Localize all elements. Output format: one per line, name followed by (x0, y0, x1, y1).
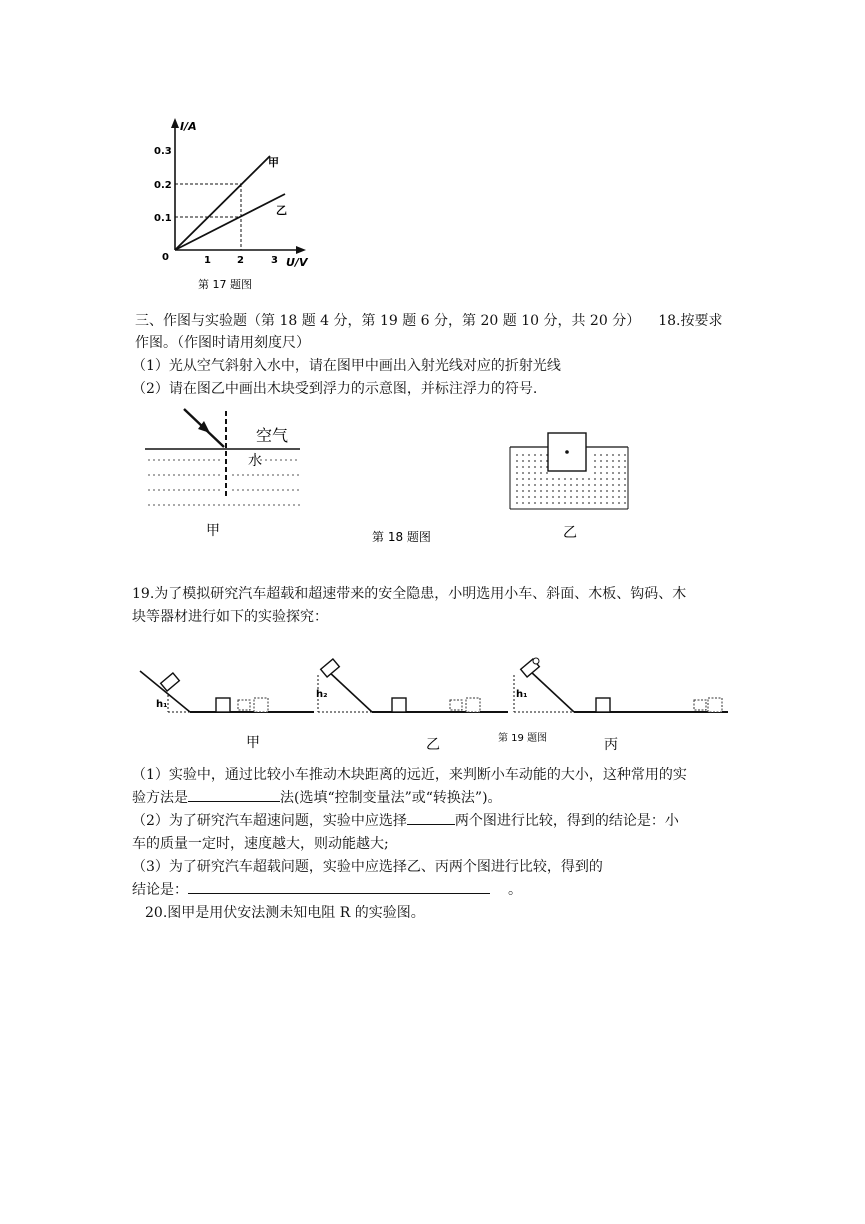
water-dashes (148, 460, 300, 505)
q19-p2-line1 (132, 810, 679, 832)
q19-p1-line2 (132, 787, 502, 809)
q18-line2: 作图。（作图时请用刻度尺） (135, 335, 310, 351)
section-3-heading-line (135, 310, 722, 332)
q18-start: 18.按要求 (658, 313, 723, 329)
x-tick-3: 3 (271, 255, 278, 266)
fig19-label-jia: 甲 (246, 735, 260, 751)
q19-p1-post: 法(选填“控制变量法”或“转换法”)。 (280, 790, 502, 806)
fig19-setup-jia (140, 671, 314, 712)
fig19-setup-bing (514, 658, 728, 712)
figure-17-graph (140, 110, 330, 295)
q19-p1-pre: 验方法是 (132, 790, 188, 806)
y-axis-label: I/A (180, 120, 197, 133)
line-jia-label: 甲 (268, 156, 279, 169)
section-3-heading: 三、作图与实验题（第 18 题 4 分，第 19 题 6 分，第 20 题 10 分，共 20 分） (135, 313, 641, 329)
q18-part2: （2）请在图乙中画出木块受到浮力的示意图，并标注浮力的符号. (132, 381, 538, 397)
fig18-label-yi: 乙 (563, 525, 577, 541)
x-axis-arrow (296, 246, 306, 254)
fig19-label-bing: 丙 (604, 737, 618, 753)
y-tick-0.3: 0.3 (154, 146, 172, 157)
q19-p3-line2 (132, 879, 522, 901)
origin-label: 0 (162, 252, 169, 263)
y-axis-arrow (171, 118, 179, 128)
x-tick-1: 1 (204, 255, 211, 266)
line-jia (175, 156, 270, 250)
line-yi-label: 乙 (276, 204, 287, 217)
q19-answer-blank-2[interactable] (407, 810, 455, 825)
figure-18 (140, 405, 640, 550)
air-label: 空气 (256, 426, 289, 445)
q18-part1: （1）光从空气斜射入水中，请在图甲中画出入射光线对应的折射光线 (132, 358, 561, 374)
y-tick-0.1: 0.1 (154, 213, 172, 224)
figure-17-caption: 第 17 题图 (198, 278, 252, 291)
fig19-label-yi: 乙 (426, 737, 440, 753)
q19-p2-post: 两个图进行比较，得到的结论是：小 (454, 813, 679, 829)
q19-p1-line1: （1）实验中，通过比较小车推动木块距离的远近，来判断小车动能的大小，这种常用的实 (132, 767, 687, 783)
q20-text: 20.图甲是用伏安法测未知电阻 R 的实验图。 (145, 905, 425, 921)
line-yi (175, 194, 285, 250)
q19-p3-post: 。 (508, 882, 522, 898)
figure-19-caption: 第 19 题图 (498, 733, 548, 744)
q19-intro-line2: 块等器材进行如下的实验探究： (132, 609, 328, 625)
q19-p3-line1: （3）为了研究汽车超载问题，实验中应选择乙、丙两个图进行比较，得到的 (132, 859, 603, 875)
q19-intro-line1: 19.为了模拟研究汽车超载和超速带来的安全隐患，小明选用小车、斜面、木板、钩码、木 (132, 586, 687, 602)
x-tick-2: 2 (237, 255, 244, 266)
figure-18-caption: 第 18 题图 (372, 530, 431, 544)
fig19-setup-yi (316, 659, 508, 712)
fig19-h1-label: h₁ (156, 699, 168, 710)
q19-answer-blank-1[interactable] (188, 787, 280, 802)
water-label: 水 (248, 453, 262, 469)
q19-p2-line2: 车的质量一定时，速度越大，则动能越大; (132, 836, 389, 852)
figure-19 (138, 655, 738, 755)
q19-p2-pre: （2）为了研究汽车超速问题，实验中应选择 (132, 813, 407, 829)
fig19-h2-label: h₂ (316, 689, 328, 700)
y-tick-0.2: 0.2 (154, 180, 172, 191)
q19-p3-pre: 结论是： (132, 882, 188, 898)
x-axis-label: U/V (286, 256, 308, 269)
block-center (565, 450, 569, 454)
fig18-label-jia: 甲 (206, 523, 220, 539)
q19-answer-blank-3[interactable] (188, 879, 490, 894)
fig19-h3-label: h₁ (516, 689, 528, 700)
